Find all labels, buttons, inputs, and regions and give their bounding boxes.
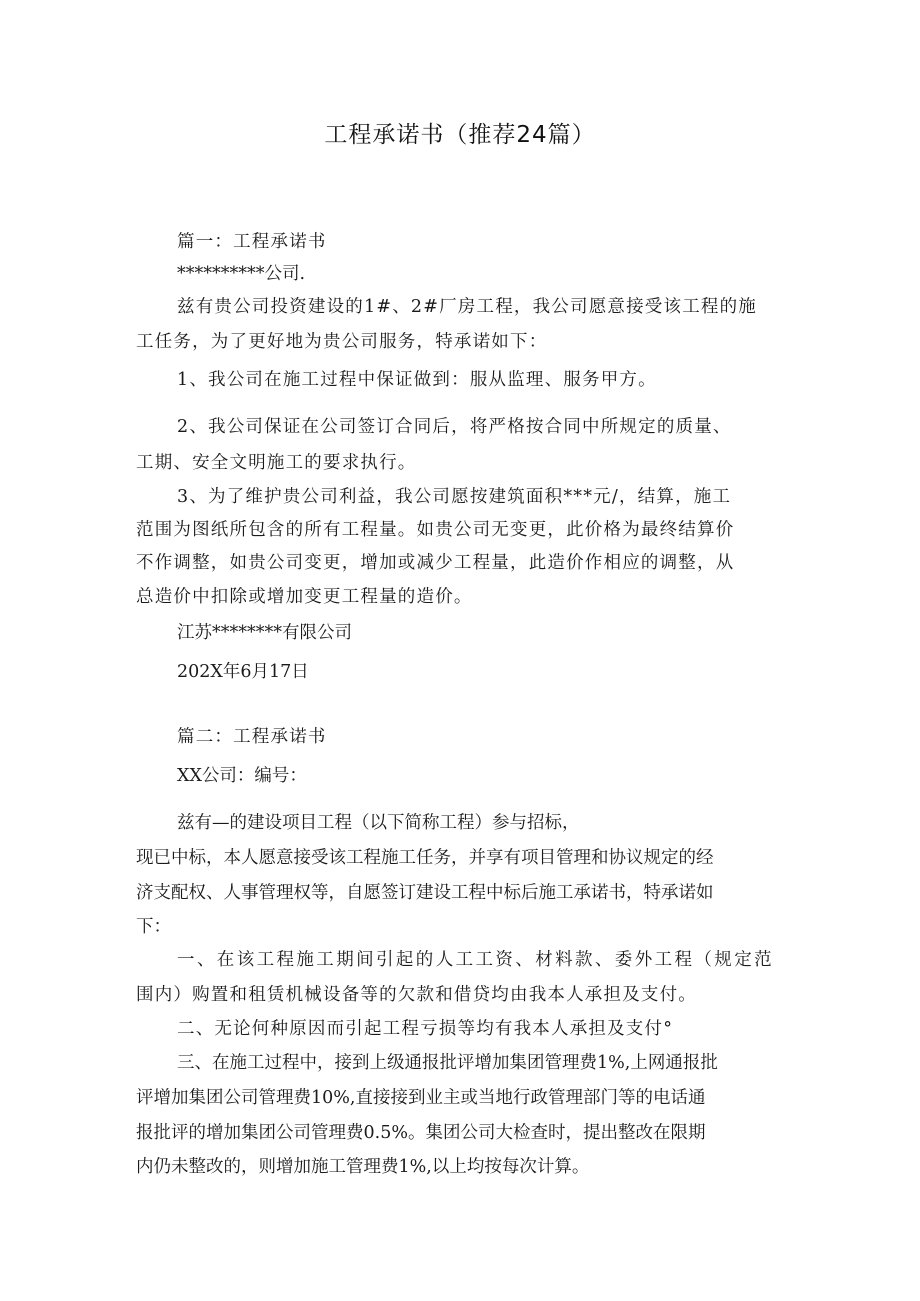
part1-intro-line-2: 工任务，为了更好地为贵公司服务，特承诺如下：	[136, 332, 548, 352]
document-title: 工程承诺书（推荐24篇）	[324, 122, 596, 148]
part1-item-2-line-2: 工期、安全文明施工的要求执行。	[136, 453, 417, 473]
part1-item-3-line-2: 范围为图纸所包含的所有工程量。如贵公司无变更，此价格为最终结算价	[136, 520, 735, 540]
part1-addressee: **********公司.	[177, 264, 306, 284]
part2-item-1-line-2: 围内）购置和租赁机械设备等的欠款和借贷均由我本人承担及支付。	[136, 985, 697, 1005]
part2-item-3-line-4: 内仍未整改的，则增加施工管理费1%,以上均按每次计算。	[136, 1157, 590, 1177]
part2-item-1-line-1: 一、在该工程施工期间引起的人工工资、材料款、委外工程（规定范	[177, 950, 774, 970]
part1-intro-line-1: 兹有贵公司投资建设的1#、2#厂房工程，我公司愿意接受该工程的施	[177, 297, 757, 317]
part1-item-3-line-4: 总造价中扣除或增加变更工程量的造价。	[136, 587, 473, 607]
part1-item-3-line-1: 3、为了维护贵公司利益，我公司愿按建筑面积***元/，结算，施工	[177, 487, 732, 507]
part2-intro-line-1: 兹有—的建设项目工程（以下简称工程）参与招标，	[177, 813, 580, 833]
part2-intro-line-2: 现已中标，本人愿意接受该工程施工任务，并享有项目管理和协议规定的经	[136, 848, 714, 868]
part2-intro-line-3: 济支配权、人事管理权等，自愿签订建设工程中标后施工承诺书，特承诺如	[136, 883, 714, 903]
part2-addressee: XX公司：编号：	[177, 766, 307, 786]
part2-intro-line-4: 下：	[136, 917, 171, 937]
part1-heading: 篇一：工程承诺书	[177, 232, 327, 252]
part2-item-2: 二、无论何种原因而引起工程亏损等均有我本人承担及支付°	[177, 1019, 674, 1039]
part2-item-3-line-2: 评增加集团公司管理费10%,直接接到业主或当地行政管理部门等的电话通	[136, 1088, 706, 1108]
part2-item-3-line-3: 报批评的增加集团公司管理费0.5%。集团公司大检查时，提出整改在限期	[136, 1123, 706, 1143]
part2-item-3-line-1: 三、在施工过程中，接到上级通报批评增加集团管理费1%,上网通报批	[177, 1053, 718, 1073]
part2-heading: 篇二：工程承诺书	[177, 727, 327, 747]
part1-signature: 江苏********有限公司	[177, 623, 352, 643]
part1-date: 202X年6月17日	[177, 662, 309, 682]
part1-item-1: 1、我公司在施工过程中保证做到：服从监理、服务甲方。	[177, 370, 657, 390]
part1-item-2-line-1: 2、我公司保证在公司签订合同后，将严格按合同中所规定的质量、	[177, 417, 732, 437]
part1-item-3-line-3: 不作调整，如贵公司变更，增加或减少工程量，此造价作相应的调整，从	[136, 553, 735, 573]
